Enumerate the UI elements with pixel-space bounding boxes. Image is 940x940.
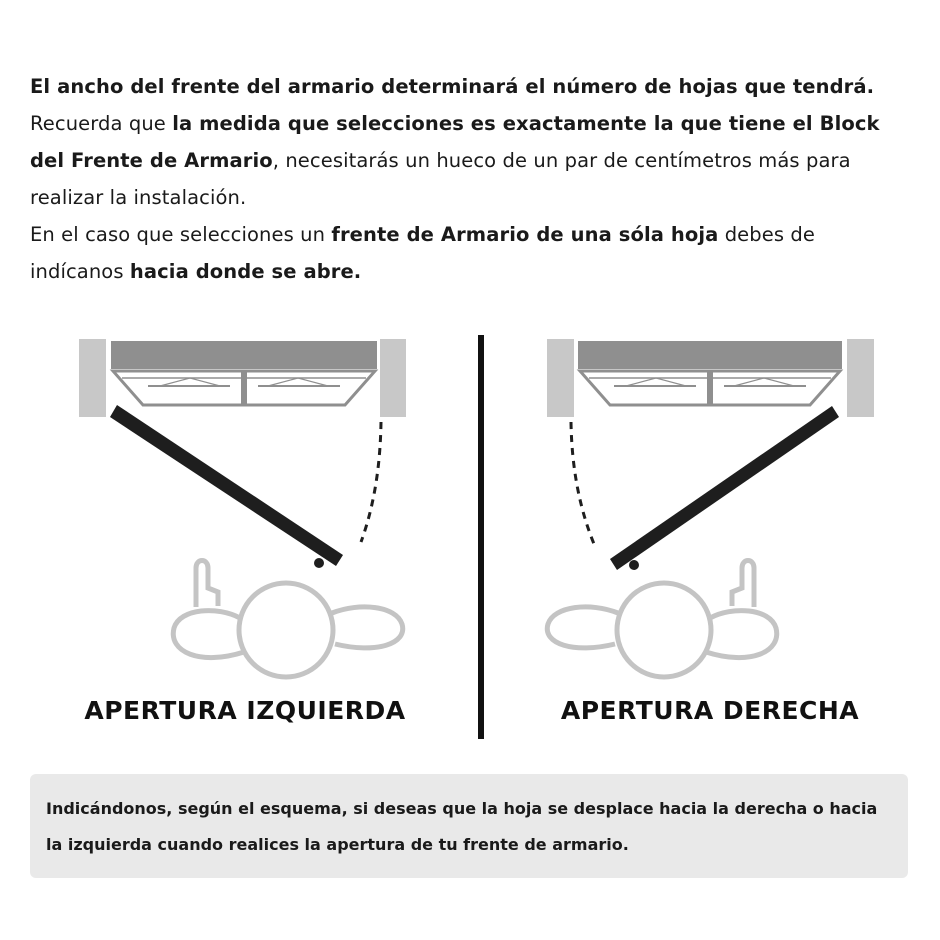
- intro-bold-4: hacia donde se abre.: [129, 260, 362, 283]
- left-person-icon: [173, 561, 402, 678]
- right-wall-left: [547, 339, 574, 417]
- left-door-pivot: [314, 558, 324, 568]
- right-swing-arc: [571, 422, 594, 544]
- left-door-leaf: [110, 405, 343, 566]
- right-wall-right: [847, 339, 874, 417]
- note-text: Indicándonos, según el esquema, si deseas que la hoja se desplace hacia la derecha o hacia la izquierda cuando realices la apertura de tu frente de armario.: [46, 799, 878, 854]
- intro-text-4: debes de indícanos: [30, 223, 815, 283]
- intro-bold-1: El ancho del frente del armario determinará el número de hojas que tendrá.: [30, 75, 875, 98]
- instruction-note: [30, 774, 908, 878]
- intro-text: [30, 68, 910, 290]
- left-wall-right: [380, 339, 406, 417]
- intro-text-3: En el caso que selecciones un: [30, 223, 332, 246]
- right-cabinet: [578, 341, 842, 405]
- left-opening-label: APERTURA IZQUIERDA: [84, 696, 406, 725]
- right-person-icon: [547, 561, 776, 678]
- right-door-leaf: [610, 406, 839, 570]
- intro-bold-2: la medida que selecciones es exactamente la que tiene el Block del Frente de Armario: [30, 112, 880, 172]
- right-opening-label: APERTURA DERECHA: [560, 696, 860, 725]
- left-opening-scheme: [79, 339, 406, 677]
- right-door-pivot: [629, 560, 639, 570]
- intro-text-1: Recuerda que: [30, 112, 173, 135]
- left-swing-arc: [361, 422, 381, 542]
- intro-bold-3: frente de Armario de una sóla hoja: [331, 223, 719, 246]
- opening-diagram: [0, 330, 940, 750]
- right-opening-scheme: [547, 339, 874, 677]
- intro-text-2: , necesitarás un hueco de un par de centímetros más para realizar la instalación.: [30, 149, 851, 209]
- left-wall-left: [79, 339, 106, 417]
- left-cabinet: [111, 341, 377, 405]
- opening-schematic: [0, 330, 940, 750]
